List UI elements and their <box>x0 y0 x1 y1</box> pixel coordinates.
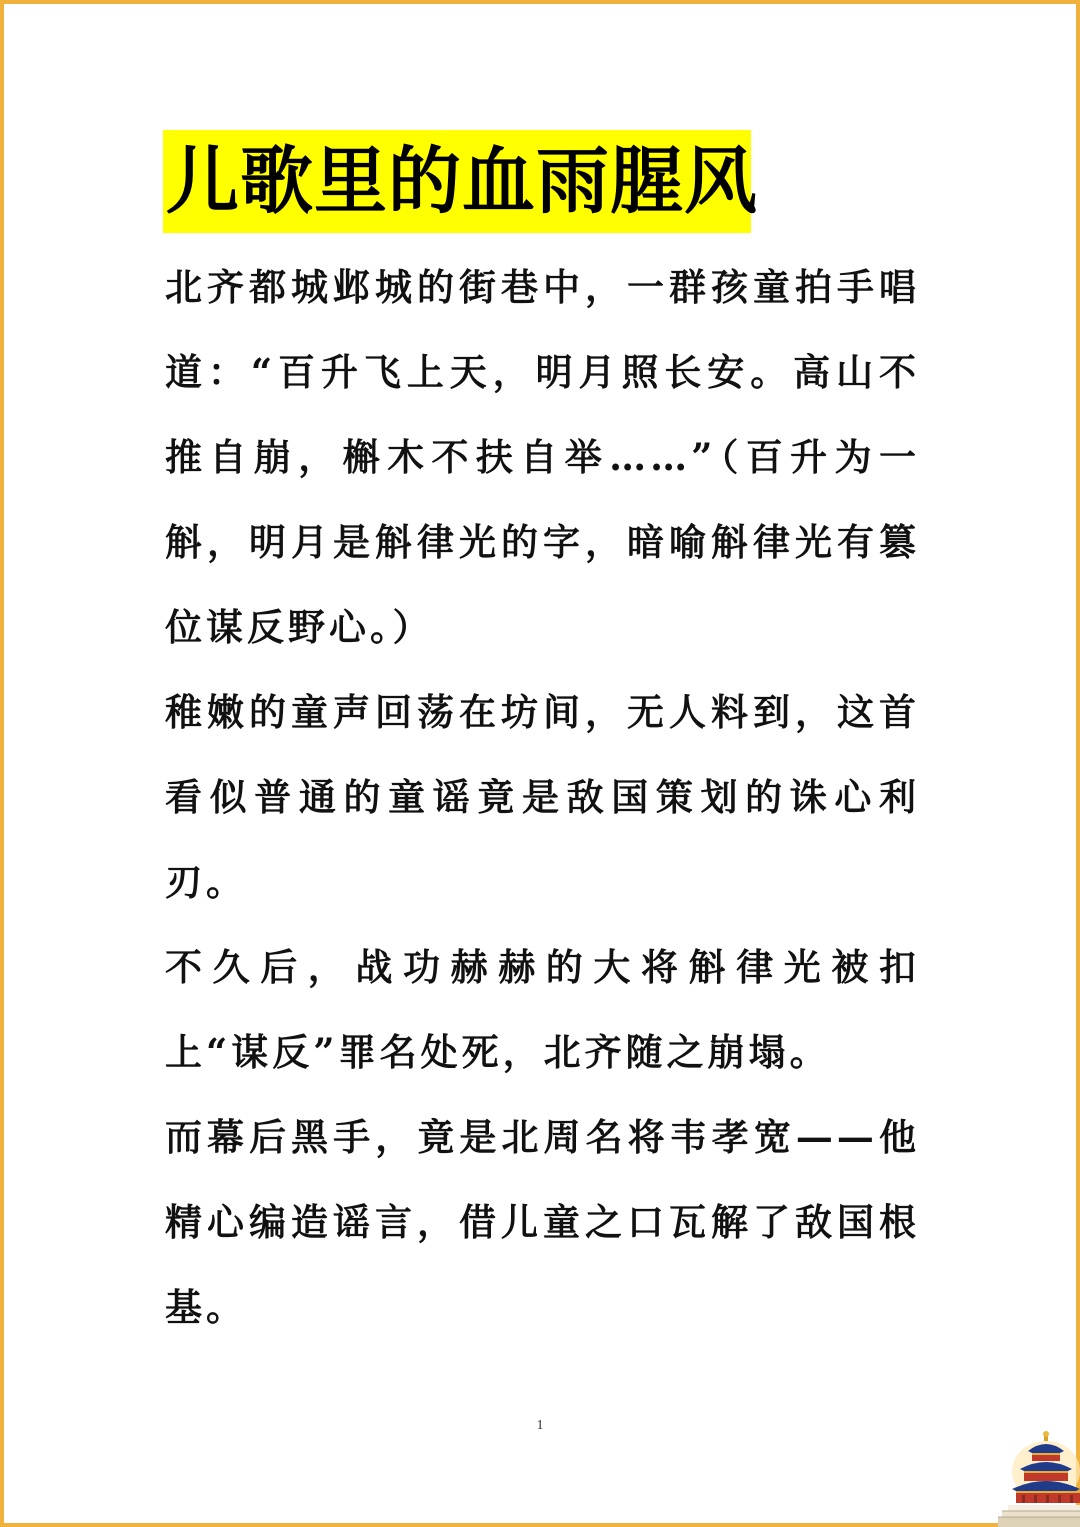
page-title: 儿歌里的血雨腥风 <box>166 138 758 224</box>
page-number: 1 <box>536 1418 544 1433</box>
paragraph-2: 稚嫩的童声回荡在坊间，无人料到，这首看似普通的童谣竟是敌国策划的诛心利刃。 <box>165 690 920 904</box>
article-body <box>165 245 920 1350</box>
paragraph-3: 不久后，战功赫赫的大将斛律光被扣上“谋反”罪名处死，北齐随之崩塌。 <box>165 945 920 1074</box>
temple-of-heaven-icon <box>998 1431 1080 1527</box>
title-highlight <box>163 130 758 233</box>
paragraph-1: 北齐都城邺城的街巷中，一群孩童拍手唱道：“百升飞上天，明月照长安。高山不推自崩，槲木不扶自举……”（百升为一斛，明月是斛律光的字，暗喻斛律光有篡位谋反野心。） <box>165 265 920 649</box>
paragraph-4: 而幕后黑手，竟是北周名将韦孝宽——他精心编造谣言，借儿童之口瓦解了敌国根基。 <box>165 1115 920 1329</box>
